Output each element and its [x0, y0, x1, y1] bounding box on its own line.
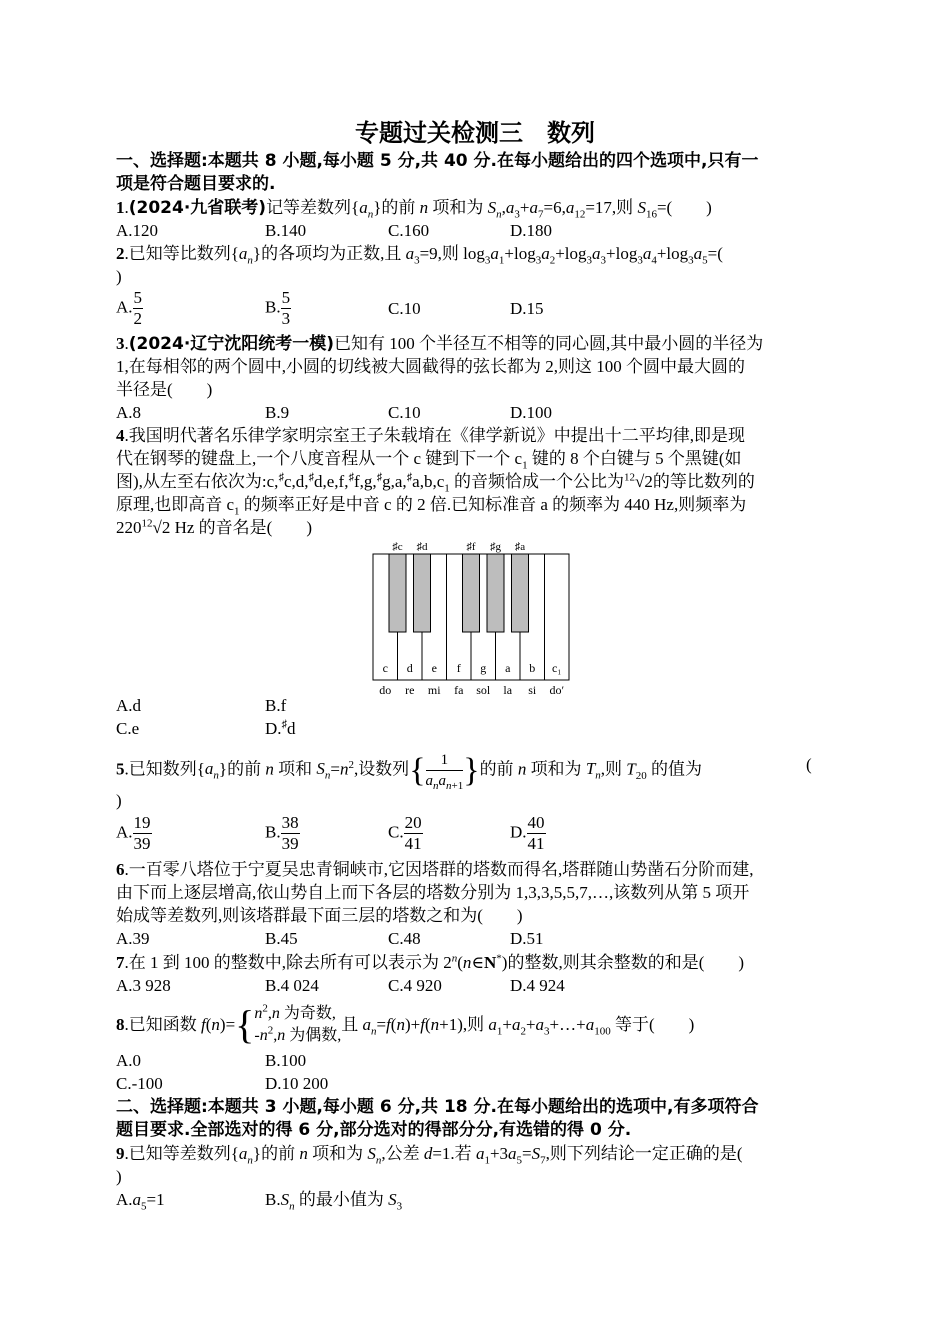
question-4-line4: 原理,也即高音 $c_1$ 的频率正好是中音 c 的 2 倍.已知标准音 a 的频率为 440 Hz,则频率为: [116, 495, 747, 518]
question-4-line5: $220^{12}√2$ Hz 的音名是( ): [116, 517, 312, 537]
question-9: 9.已知等差数列$\{a_n\}$的前 n 项和为 $S_n$,公差 d=1.若 $a_1+3a_5=S_7$,则下列结论一定正确的是(: [116, 1144, 743, 1167]
black-key-label: ♯f: [466, 541, 476, 553]
question-number: 2: [116, 244, 125, 263]
solfege-label: do′: [549, 683, 565, 697]
question-number: 5: [116, 759, 125, 779]
question-number: 6: [116, 860, 125, 879]
q1-option-c[interactable]: C.160: [388, 221, 430, 240]
q6-option-c[interactable]: C.48: [388, 929, 421, 948]
black-key-4: [512, 554, 529, 632]
question-7: 7.在 1 到 100 的整数中,除去所有可以表示为 2$^n$(n∈N*)的整数,则其余整数的和是( ): [116, 952, 745, 972]
q9-option-b[interactable]: $B.S_n$ 的最小值为 $S_3$: [265, 1190, 403, 1213]
q6-option-a[interactable]: A.39: [116, 929, 150, 948]
black-key-label: ♯d: [416, 541, 428, 553]
question-number: 4: [116, 426, 125, 445]
q3-option-c[interactable]: C.10: [388, 403, 421, 422]
q6-option-b[interactable]: B.45: [265, 929, 298, 948]
question-3-line3: 半径是( ): [116, 380, 213, 399]
question-4-line2: 代在钢琴的键盘上,一个八度音程从一个 c 键到下一个 $c_1$ 键的 8 个白键与 5 个黑键(如: [116, 449, 742, 472]
q1-option-d[interactable]: D.180: [510, 221, 553, 240]
q3-option-a[interactable]: A.8: [116, 403, 142, 422]
q8-option-a[interactable]: A.0: [116, 1051, 142, 1070]
q2-option-d[interactable]: D.15: [510, 299, 544, 318]
q5-option-b[interactable]: B. $\frac{38}{39}$: [265, 813, 299, 853]
exam-page: 专题过关检测三 数列 一、选择题:本题共 8 小题,每小题 5 分,共 40 分.在每小题给出的四个选项中,只有一 项是符合题目要求的. 1.(2024·九省联考)记等差数列$\{a_n\}$的前 n 项和为 $S_n,a_3+a_7=6,a_{12}=17$,则 $S_{16}=$( ) A.120 B.140 C.160 D.180 2.已知等比数列$\{a_n\}$的各项均为正数,且 $a_3=9$,则 $\log_3a_1+\log_3a_2+\log_3a_3+\log_3a_4+\log_3a_5=$( ) A. $\frac{5}{2}$ B. $\frac{5}{3}$ C.10 D.15 3.(2024·辽宁沈阳统考一模)已知有 100 个半径互不相等的同心圆,其中最小圆的半径为 1,在每相邻的两个圆中,小圆的切线被大圆截得的弦长都为 2,则这 100 个圆中最大圆的 半径是( ) A.8 B.9 C.10 D.100 4.我国明代著名乐律学家明宗室王子朱载堉在《律学新说》中提出十二平均律,即是现 代在钢琴的键盘上,一个八度音程从一个 c 键到下一个 $c_1$ 键的 8 个白键与 5 个黑键(如 图),从左至右依次为$:c,^♯c,d,^♯d,e,f,^♯f,g,^♯g,a,^♯a,b,c_1$ 的音频恰成一个公比为$^{12}$√2的等比数列的 原理,也即高音 $c_1$ 的频率正好是中音 c 的 2 倍.已知标准音 a 的频率为 440 Hz,则频率为 $220^{12}√2$ Hz 的音名是( ) c do d re e mi f fa g sol a la b si c₁ do′ ♯c ♯d ♯f ♯g ♯a A.d B.f C.e D.♯d 5.已知数列$\{a_n\}$的前 n 项和 $S_n=n^2$,设数列{ $\frac{1}{a_na_{n+1}}$ }的前 n 项和为 $T_n$,则 $T_{20}$ 的值为 ( ) A. $\frac{19}{39}$ B. $\frac{38}{39}$ C. $\frac{20}{41}$ D. $\frac{40}{41}$ 6.一百零八塔位于宁夏吴忠青铜峡市,它因塔群的塔数而得名,塔群随山势凿石分阶而建, 由下而上逐层增高,依山势自上而下各层的塔数分别为 1,3,3,5,5,7,…,该数列从第 5 项开 始成等差数列,则该塔群最下面三层的塔数之和为( ) A.39 B.45 C.48 D.51 7.在 1 到 100 的整数中,除去所有可以表示为 2$^n$(n∈N*)的整数,则其余整数的和是( ) A.3 928 B.4 024 C.4 920 D.4 924 8.已知函数 f(n)={ $n^2,n$ 为奇数, $-n^2,n$ 为偶数, 且 $a_n=f(n)+f(n+1)$,则 $a_1+a_2+a_3+\dots+a_{100}$ 等于( ) A.0 B.100 C.-100 D.10 200 二、选择题:本题共 3 小题,每小题 6 分,共 18 分.在每小题给出的选项中,有多项符合 题目要求.全部选对的得 6 分,部分选对的得部分分,有选错的得 0 分. 9.已知等差数列$\{a_n\}$的前 n 项和为 $S_n$,公差 d=1.若 $a_1+3a_5=S_7$,则下列结论一定正确的是( ) $A.a_5=1$ $B.S_n$ 的最小值为 $S_3$: [0, 0, 950, 1344]
q4-option-d[interactable]: D.♯d: [265, 718, 296, 738]
black-key-2: [463, 554, 480, 632]
q4-option-c[interactable]: C.e: [116, 719, 140, 738]
q5-option-d[interactable]: D. $\frac{40}{41}$: [510, 813, 545, 853]
white-key-label: a: [505, 661, 511, 675]
q2-option-b[interactable]: B. $\frac{5}{3}$: [265, 288, 291, 328]
question-4-line3: 图),从左至右依次为$:c,^♯c,d,^♯d,e,f,^♯f,g,^♯g,a,^♯a,b,c_1$ 的音频恰成一个公比为$^{12}$√2的等比数列的: [116, 471, 755, 495]
question-source: (2024·九省联考): [128, 198, 267, 218]
question-1: 1.(2024·九省联考)记等差数列$\{a_n\}$的前 n 项和为 $S_n,a_3+a_7=6,a_{12}=17$,则 $S_{16}=$( ): [116, 198, 712, 221]
black-key-label: ♯c: [392, 541, 403, 553]
question-8: 8.已知函数 f(n)={ $n^2,n$ 为奇数, $-n^2,n$ 为偶数, 且 $a_n=f(n)+f(n+1)$,则 $a_1+a_2+a_3+\dots+a_{100}$ 等于( ): [116, 1002, 695, 1047]
piano-keyboard-figure: [370, 538, 585, 698]
solfege-label: sol: [476, 683, 491, 697]
q7-option-d[interactable]: D.4 924: [510, 976, 565, 995]
q3-option-d[interactable]: D.100: [510, 403, 553, 422]
question-number: 8: [116, 1015, 125, 1034]
white-key-label: c: [382, 661, 388, 675]
question-source: (2024·辽宁沈阳统考一模): [128, 334, 335, 354]
black-key-0: [389, 554, 406, 632]
q8-option-b[interactable]: B.100: [265, 1051, 307, 1070]
q6-option-d[interactable]: D.51: [510, 929, 544, 948]
question-6: 6.一百零八塔位于宁夏吴忠青铜峡市,它因塔群的塔数而得名,塔群随山势凿石分阶而建,: [116, 860, 754, 879]
question-number: 1: [116, 198, 125, 217]
white-key-label: e: [431, 661, 437, 675]
black-key-label: ♯g: [490, 541, 501, 553]
q2-option-a[interactable]: A. $\frac{5}{2}$: [116, 288, 143, 328]
solfege-label: la: [503, 683, 513, 697]
q8-option-c[interactable]: C.-100: [116, 1074, 163, 1093]
white-key-label: f: [456, 661, 461, 675]
white-key-label: d: [406, 661, 413, 675]
question-number: 3: [116, 334, 125, 353]
q4-option-b[interactable]: B.f: [265, 696, 287, 715]
solfege-label: mi: [427, 683, 441, 697]
question-4: 4.我国明代著名乐律学家明宗室王子朱载堉在《律学新说》中提出十二平均律,即是现: [116, 426, 745, 445]
section-2-heading-line2: 题目要求.全部选对的得 6 分,部分选对的得部分分,有选错的得 0 分.: [116, 1120, 632, 1140]
page-title: 专题过关检测三 数列: [355, 119, 595, 147]
question-3-line2: 1,在每相邻的两个圆中,小圆的切线被大圆截得的弦长都为 2,则这 100 个圆中最大圆的: [116, 357, 745, 376]
question-6-line3: 始成等差数列,则该塔群最下面三层的塔数之和为( ): [116, 906, 523, 925]
question-5: 5.已知数列$\{a_n\}$的前 n 项和 $S_n=n^2$,设数列{ $\frac{1}{a_na_{n+1}}$ }的前 n 项和为 $T_n$,则 $T_{20}$ 的值为: [116, 751, 702, 792]
q1-option-a[interactable]: A.120: [116, 221, 159, 240]
black-key-label: ♯a: [514, 541, 526, 553]
question-6-line2: 由下而上逐层增高,依山势自上而下各层的塔数分别为 1,3,3,5,5,7,…,该数列从第 5 项开: [116, 883, 750, 902]
solfege-label: do: [379, 683, 392, 697]
q7-option-a[interactable]: A.3 928: [116, 976, 171, 995]
q5-option-c[interactable]: C. $\frac{20}{41}$: [388, 813, 422, 853]
solfege-label: fa: [454, 683, 464, 697]
black-key-1: [414, 554, 431, 632]
question-3: 3.(2024·辽宁沈阳统考一模)已知有 100 个半径互不相等的同心圆,其中最小圆的半径为: [116, 334, 764, 354]
q7-option-c[interactable]: C.4 920: [388, 976, 442, 995]
q2-option-c[interactable]: C.10: [388, 299, 421, 318]
q7-option-b[interactable]: B.4 024: [265, 976, 319, 995]
q4-option-a[interactable]: A.d: [116, 696, 142, 715]
white-key-label: g: [480, 661, 487, 675]
solfege-label: si: [528, 683, 537, 697]
q1-option-b[interactable]: B.140: [265, 221, 307, 240]
section-1-heading-line1: 一、选择题:本题共 8 小题,每小题 5 分,共 40 分.在每小题给出的四个选项中,只有一: [116, 151, 759, 171]
black-key-3: [487, 554, 504, 632]
question-number: 9: [116, 1144, 125, 1163]
white-key-label: b: [529, 661, 536, 675]
section-1-heading-line2: 项是符合题目要求的.: [116, 174, 276, 194]
white-key-label: c₁: [551, 661, 562, 675]
question-2: 2.已知等比数列$\{a_n\}$的各项均为正数,且 $a_3=9$,则 $\log_3a_1+\log_3a_2+\log_3a_3+\log_3a_4+\log_3a_5=$(: [116, 244, 723, 267]
section-2-heading-line1: 二、选择题:本题共 3 小题,每小题 6 分,共 18 分.在每小题给出的选项中,有多项符合: [116, 1097, 759, 1117]
q5-option-a[interactable]: A. $\frac{19}{39}$: [116, 813, 151, 853]
solfege-label: re: [405, 683, 415, 697]
question-number: 7: [116, 953, 125, 972]
q9-option-a[interactable]: $A.a_5=1$: [116, 1190, 165, 1213]
q8-option-d[interactable]: D.10 200: [265, 1074, 329, 1093]
q3-option-b[interactable]: B.9: [265, 403, 290, 422]
